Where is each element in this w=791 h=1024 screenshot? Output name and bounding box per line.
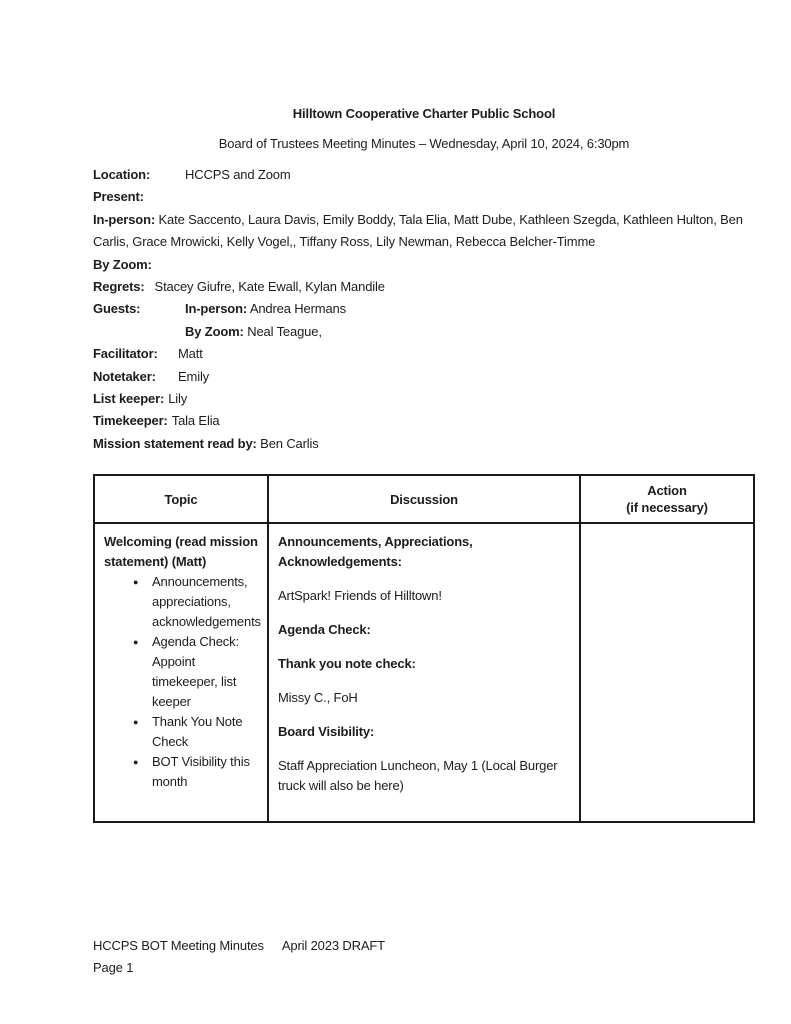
discussion-paragraph: ArtSpark! Friends of Hilltown! [278, 588, 442, 604]
guests-label: Guests: [93, 301, 141, 317]
discussion-cell [268, 523, 580, 822]
column-header-topic: Topic [94, 475, 268, 523]
timekeeper-label: Timekeeper: [93, 413, 168, 429]
discussion-paragraph: Thank you note check: [278, 656, 416, 672]
bullet-icon: ● [133, 717, 139, 728]
topic-bullet-text: Announcements, appreciations, acknowledgements [152, 574, 261, 630]
column-header-action-line2: (if necessary) [626, 500, 708, 516]
regrets-label: Regrets: [93, 279, 145, 295]
column-header-discussion: Discussion [268, 475, 580, 523]
topic-bullet-text: Thank You Note Check [152, 714, 243, 750]
topic-bullet-list [104, 572, 261, 792]
discussion-paragraph: Missy C., FoH [278, 690, 358, 706]
guests-in-person-value: Andrea Hermans [249, 301, 346, 317]
guests-by-zoom-label: By Zoom: [185, 323, 244, 339]
notetaker-value: Emily [178, 368, 210, 384]
facilitator-value: Matt [178, 346, 203, 362]
discussion-paragraph: Announcements, Appreciations, Acknowledgements: [278, 534, 473, 570]
guests-zoom-row [93, 321, 755, 343]
footer-status: April 2023 DRAFT [281, 938, 385, 953]
in-person-attendees: Kate Saccento, Laura Davis, Emily Boddy, Tala Elia, Matt Dube, Kathleen Szegda, Kathleen Hulton, Ben Carlis, Grace Mrowicki, Kelly Vogel,, Tiffany Ross, Lily Newman, Rebecca Belcher-Timme [93, 211, 743, 250]
by-zoom-row [93, 254, 755, 276]
discussion-paragraph: Board Visibility: [278, 724, 375, 740]
in-person-label: In-person: [93, 211, 156, 227]
notetaker-label: Notetaker: [93, 368, 156, 384]
topic-bullet-item [104, 712, 261, 752]
guests-row [93, 298, 755, 320]
table-header-row [94, 475, 754, 523]
meeting-meta-section [93, 164, 755, 455]
topic-bullet-item [104, 752, 261, 792]
bullet-icon: ● [133, 757, 139, 768]
page-footer [93, 935, 385, 979]
topic-bullet-text: BOT Visibility this month [152, 754, 250, 790]
document-content [93, 103, 755, 823]
mission-statement-label: Mission statement read by: [93, 435, 257, 451]
table-row [94, 523, 754, 822]
facilitator-row [93, 343, 755, 365]
action-cell [580, 523, 754, 822]
bullet-icon: ● [133, 637, 139, 648]
guests-by-zoom-value: Neal Teague, [247, 323, 322, 339]
location-value: HCCPS and Zoom [185, 167, 291, 182]
timekeeper-value: Tala Elia [171, 413, 220, 429]
discussion-paragraph: Agenda Check: [278, 622, 371, 638]
document-subtitle: Board of Trustees Meeting Minutes – Wednesday, April 10, 2024, 6:30pm [218, 136, 630, 151]
regrets-row [93, 276, 755, 298]
guests-in-person-label: In-person: [185, 301, 248, 317]
location-row [93, 164, 755, 186]
topic-heading: Welcoming (read mission statement) (Matt) [104, 534, 258, 570]
topic-bullet-item [104, 632, 261, 712]
column-header-action [580, 475, 754, 523]
topic-cell [94, 523, 268, 822]
by-zoom-label: By Zoom: [93, 256, 152, 272]
document-title: Hilltown Cooperative Charter Public School [292, 106, 556, 121]
timekeeper-row [93, 410, 755, 432]
list-keeper-label: List keeper: [93, 391, 165, 407]
regrets-value: Stacey Giufre, Kate Ewall, Kylan Mandile [154, 279, 385, 295]
notetaker-row [93, 366, 755, 388]
topic-bullet-item [104, 572, 261, 632]
in-person-row [93, 209, 755, 254]
column-header-action-line1: Action [647, 483, 687, 499]
bullet-icon: ● [133, 577, 139, 588]
location-label: Location: [93, 167, 151, 182]
present-row [93, 186, 755, 208]
mission-statement-row [93, 433, 755, 455]
list-keeper-row [93, 388, 755, 410]
list-keeper-value: Lily [168, 391, 188, 407]
facilitator-label: Facilitator: [93, 346, 158, 362]
footer-line1 [93, 935, 385, 957]
discussion-paragraph: Staff Appreciation Luncheon, May 1 (Local Burger truck will also be here) [278, 758, 558, 794]
footer-doc-label: HCCPS BOT Meeting Minutes [93, 938, 264, 953]
footer-page-number: Page 1 [93, 960, 134, 975]
present-label: Present: [93, 189, 144, 205]
minutes-table [93, 474, 755, 823]
mission-statement-value: Ben Carlis [260, 435, 319, 451]
topic-bullet-text: Agenda Check: Appoint timekeeper, list keeper [152, 634, 239, 710]
